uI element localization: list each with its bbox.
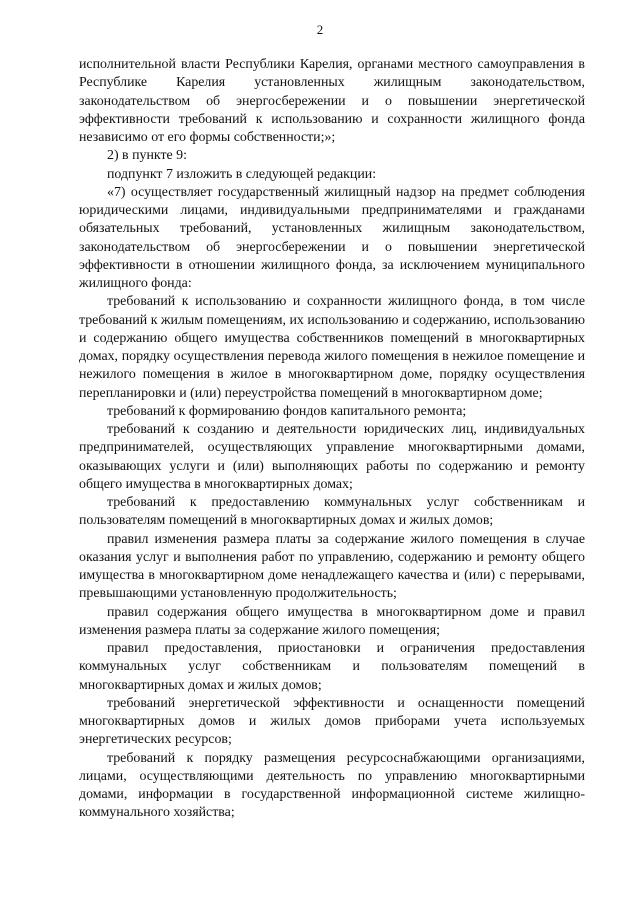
- paragraph-requirements-repair-funds: требований к формированию фондов капитального ремонта;: [107, 403, 467, 419]
- paragraph-rules-payment-change: правил изменения размера платы за содержание жилого помещения в случае оказания услуг и выполнения работ по управлению, содержанию и ремонту общего имущества в многоквартирном доме ненадлежащего качества и (или) с перерывами, превышающими установленную продолжительность;: [79, 531, 585, 602]
- page-number: 2: [316, 22, 324, 37]
- paragraph-subitem-7: «7) осуществляет государственный жилищный надзор на предмет соблюдения юридическими лицами, индивидуальными предпринимателями и гражданами обязательных требований, установленных жилищным законодательством, законодательством об энергосбережении и о повышении энергетической эффективности в отношении жилищного фонда, за исключением муниципального жилищного фонда:: [79, 184, 585, 291]
- paragraph-rules-utility-provision: правил предоставления, приостановки и ограничения предоставления коммунальных услуг собственникам и пользователям помещений в многоквартирных домах и жилых домов;: [79, 641, 585, 693]
- paragraph-rules-common-property: правил содержания общего имущества в многоквартирном доме и правил изменения размера платы за содержание жилого помещения;: [79, 604, 585, 638]
- document-body: [79, 56, 585, 823]
- paragraph-item-2: 2) в пункте 9:: [107, 148, 187, 164]
- paragraph-requirements-housing-use: требований к использованию и сохранности жилищного фонда, в том числе требований к жилым помещениям, их использованию и содержанию, использованию и содержанию общего имущества собственников помещений в многоквартирных домах, порядку осуществления перевода жилого помещения в нежилое помещение и нежилого помещения в жилое в многоквартирном доме, порядку осуществления перепланировки и (или) переустройства помещений в многоквартирном доме;: [79, 294, 585, 401]
- paragraph-requirements-utilities: требований к предоставлению коммунальных услуг собственникам и пользователям помещений в многоквартирных домах и жилых домов;: [79, 495, 585, 529]
- paragraph-requirements-energy-efficiency: требований энергетической эффективности и оснащенности помещений многоквартирных домов и жилых домов приборами учета используемых энергетических ресурсов;: [79, 695, 585, 748]
- paragraph-subitem-7-intro: подпункт 7 изложить в следующей редакции:: [107, 166, 377, 182]
- paragraph-continuation: исполнительной власти Республики Карелия, органами местного самоуправления в Республике Карелия установленных жилищным законодательством, законодательством об энергосбережении и о повышении энергетической эффективности требований к использованию и сохранности жилищного фонда независимо от его формы собственности;»;: [79, 57, 585, 145]
- paragraph-requirements-information-system: требований к порядку размещения ресурсоснабжающими организациями, лицами, осуществляющими деятельность по управлению многоквартирными домами, информации в государственной информационной системе жилищно-коммунального хозяйства;: [79, 750, 585, 821]
- paragraph-requirements-management: требований к созданию и деятельности юридических лиц, индивидуальных предпринимателей, осуществляющих управление многоквартирными домами, оказывающих услуги и (или) выполняющих работы по содержанию и ремонту общего имущества в многоквартирных домах;: [79, 422, 585, 492]
